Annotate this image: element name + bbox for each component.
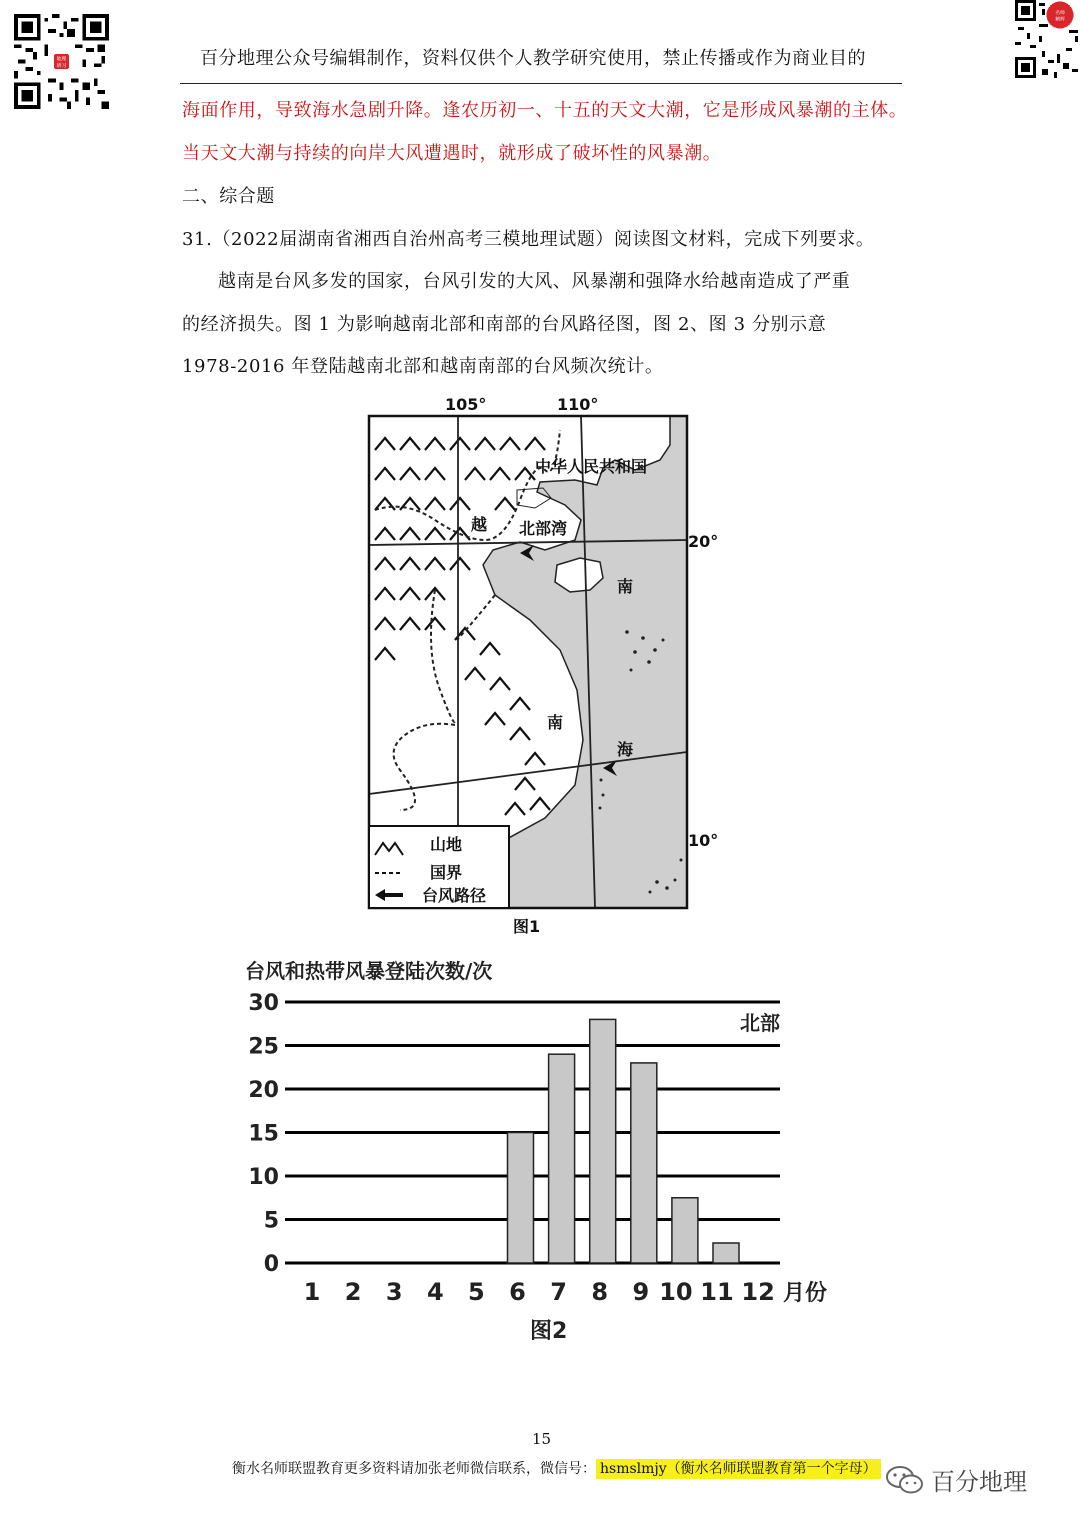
- question-body-3: 1978-2016 年登陆越南北部和越南南部的台风频次统计。: [182, 356, 664, 377]
- x-tick-label: 5: [468, 1278, 485, 1306]
- label-nan-sea: 南: [617, 577, 634, 596]
- question-body-2: 的经济损失。图 1 为影响越南北部和南部的台风路径图，图 2、图 3 分别示意: [182, 314, 827, 335]
- legend-mountain: 山地: [430, 835, 463, 854]
- x-tick-label: 8: [591, 1278, 609, 1306]
- y-tick-label: 15: [248, 1121, 279, 1147]
- qr-right-seal-bottom: 精辉: [1055, 17, 1065, 23]
- qr-right-seal-top: 名师: [1055, 10, 1065, 16]
- figure-2-chart: [235, 950, 855, 1355]
- x-tick-label: 12: [741, 1278, 775, 1306]
- chart-series-label: 北部: [740, 1011, 780, 1035]
- y-tick-label: 0: [263, 1252, 279, 1277]
- x-axis-suffix: 月份: [783, 1281, 828, 1306]
- qr-seal-text-bottom: 研习: [56, 63, 67, 70]
- footer-wechat-id: hsmslmjy（衡水名师联盟教育第一个字母）: [596, 1459, 881, 1479]
- qr-seal-text-top: 地理: [56, 56, 67, 63]
- page-header: 百分地理公众号编辑制作，资料仅供个人教学研究使用，禁止传播或作为商业目的: [200, 48, 866, 69]
- label-nan-land: 南: [547, 713, 564, 732]
- figure-1-caption: 图1: [513, 917, 541, 936]
- x-tick-label: 2: [344, 1278, 362, 1306]
- bar-month-10: [672, 1198, 698, 1263]
- x-tick-label: 6: [509, 1278, 526, 1306]
- bar-month-11: [713, 1243, 739, 1263]
- figure-1-map: [345, 390, 735, 950]
- bar-month-9: [631, 1063, 657, 1263]
- section-title: 二、综合题: [182, 186, 275, 207]
- x-tick-label: 1: [303, 1278, 321, 1306]
- y-tick-label: 10: [248, 1165, 279, 1190]
- header-divider: [180, 83, 902, 84]
- qr-code-left: [14, 14, 109, 109]
- lat-10: 10°: [688, 831, 719, 850]
- y-tick-label: 25: [248, 1034, 279, 1060]
- x-tick-label: 3: [385, 1278, 403, 1306]
- x-tick-label: 7: [550, 1278, 567, 1306]
- y-tick-label: 30: [248, 991, 279, 1016]
- x-tick-label: 10: [659, 1278, 693, 1306]
- brand-name: 百分地理: [931, 1468, 1027, 1496]
- bar-month-6: [508, 1133, 534, 1264]
- qr-code-right: [1015, 0, 1080, 78]
- chart-title: 台风和热带风暴登陆次数/次: [245, 959, 493, 983]
- question-stem: 31.（2022届湖南省湘西自治州高考三模地理试题）阅读图文材料，完成下列要求。: [182, 229, 875, 250]
- legend-typhoon-path: 台风路径: [422, 886, 487, 905]
- legend-border: 国界: [430, 863, 463, 882]
- x-tick-label: 11: [700, 1278, 734, 1306]
- map-legend: [369, 826, 509, 908]
- x-tick-label: 4: [426, 1278, 444, 1306]
- bar-month-8: [590, 1019, 616, 1263]
- label-china: 中华人民共和国: [535, 457, 648, 476]
- figure-2-caption: 图2: [530, 1319, 568, 1344]
- label-hai: 海: [617, 740, 634, 759]
- page-number: 15: [532, 1430, 552, 1448]
- x-tick-label: 9: [632, 1278, 650, 1306]
- y-tick-label: 5: [263, 1208, 279, 1234]
- answer-line-1: 海面作用，导致海水急剧升降。逢农历初一、十五的天文大潮，它是形成风暴潮的主体。: [182, 100, 908, 121]
- lat-20: 20°: [688, 532, 719, 551]
- footer-contact: 衡水名师联盟教育更多资料请加张老师微信联系，微信号：: [232, 1461, 596, 1477]
- brand-watermark: [885, 1462, 1027, 1497]
- label-gulf: 北部湾: [519, 519, 568, 538]
- footer-text: [232, 1458, 881, 1478]
- question-body-1: 越南是台风多发的国家，台风引发的大风、风暴潮和强降水给越南造成了严重: [218, 271, 851, 292]
- bar-month-7: [549, 1054, 575, 1263]
- y-tick-label: 20: [248, 1078, 279, 1103]
- wechat-icon: [885, 1464, 925, 1496]
- lon-105: 105°: [445, 395, 487, 414]
- label-yue: 越: [471, 515, 488, 534]
- lon-110: 110°: [557, 395, 599, 414]
- answer-line-2: 当天文大潮与持续的向岸大风遭遇时，就形成了破坏性的风暴潮。: [182, 143, 722, 164]
